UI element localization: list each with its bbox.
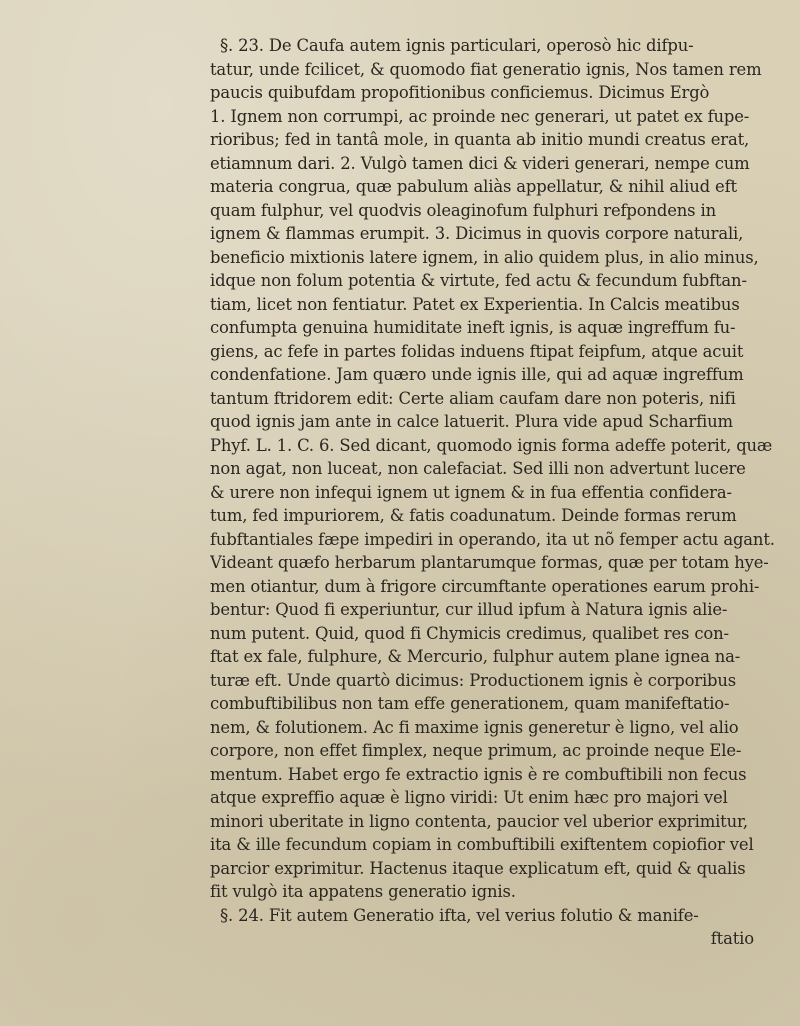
text-line: §. 24. Fit autem Generatio ifta, vel verius folutio & manife- bbox=[220, 905, 699, 925]
text-line: atque expreffio aquæ è ligno viridi: Ut enim hæc pro majori vel bbox=[210, 788, 728, 807]
text-line: beneficio mixtionis latere ignem, in alio quidem plus, in alio minus, bbox=[210, 247, 759, 267]
text-line: mentum. Habet ergo fe extractio ignis è re combuftibili non fecus bbox=[210, 764, 747, 784]
catchword: ftatio bbox=[710, 929, 754, 948]
text-line: rioribus; fed in tantâ mole, in quanta ab initio mundi creatus erat, bbox=[210, 130, 750, 149]
text-page bbox=[210, 34, 782, 951]
text-line: ignem & flammas erumpit. 3. Dicimus in quovis corpore naturali, bbox=[210, 224, 744, 243]
text-line: corpore, non effet fimplex, neque primum, ac proinde neque Ele- bbox=[210, 741, 742, 760]
text-line: tum, fed impuriorem, & fatis coadunatum. Deinde formas rerum bbox=[210, 506, 737, 525]
text-line: materia congrua, quæ pabulum aliàs appellatur, & nihil aliud eft bbox=[210, 177, 737, 196]
text-line: & urere non infequi ignem ut ignem & in fua effentia confidera- bbox=[210, 482, 732, 502]
text-line: bentur: Quod fi experiuntur, cur illud ipfum à Natura ignis alie- bbox=[210, 600, 728, 619]
text-line: paucis quibufdam propofitionibus conficiemus. Dicimus Ergò bbox=[210, 83, 710, 102]
text-line: fubftantiales fæpe impediri in operando, ita ut nõ femper actu agant. bbox=[210, 529, 775, 549]
text-line: parcior exprimitur. Hactenus itaque explicatum eft, quid & qualis bbox=[210, 858, 746, 878]
text-line: ftat ex fale, fulphure, & Mercurio, fulphur autem plane ignea na- bbox=[210, 647, 741, 666]
text-line: giens, ac fefe in partes folidas induens ftipat feipfum, atque acuit bbox=[210, 341, 744, 361]
text-line: quam fulphur, vel quodvis oleaginofum fulphuri refpondens in bbox=[210, 200, 716, 220]
text-line: Videant quæfo herbarum plantarumque formas, quæ per totam hye- bbox=[210, 553, 769, 572]
text-line: combuftibilibus non tam effe generationem, quam manifeftatio- bbox=[210, 694, 730, 713]
text-line: quod ignis jam ante in calce latuerit. Plura vide apud Scharfium bbox=[210, 412, 733, 431]
text-line: tatur, unde fcilicet, & quomodo fiat generatio ignis, Nos tamen rem bbox=[210, 59, 762, 79]
text-line: fit vulgò ita appatens generatio ignis. bbox=[210, 882, 516, 901]
text-line: 1. Ignem non corrumpi, ac proinde nec generari, ut patet ex fupe- bbox=[210, 106, 750, 126]
text-line: ita & ille fecundum copiam in combuftibili exiftentem copiofior vel bbox=[210, 835, 754, 854]
text-line: tiam, licet non fentiatur. Patet ex Experientia. In Calcis meatibus bbox=[210, 294, 740, 314]
text-line: confumpta genuina humiditate ineft ignis, is aquæ ingreffum fu- bbox=[210, 318, 736, 337]
text-line: tantum ftridorem edit: Certe aliam caufam dare non poteris, nifi bbox=[210, 388, 736, 408]
text-line: §. 23. De Caufa autem ignis particulari, operosò hic difpu- bbox=[220, 36, 694, 55]
text-line: non agat, non luceat, non calefaciat. Sed illi non advertunt lucere bbox=[210, 459, 746, 478]
text-line: minori uberitate in ligno contenta, paucior vel uberior exprimitur, bbox=[210, 811, 748, 831]
text-line: nem, & folutionem. Ac fi maxime ignis generetur è ligno, vel alio bbox=[210, 717, 739, 737]
text-line: condenfatione. Jam quæro unde ignis ille, qui ad aquæ ingreffum bbox=[210, 365, 744, 384]
text-line: etiamnum dari. 2. Vulgò tamen dici & videri generari, nempe cum bbox=[210, 153, 750, 173]
text-line: men otiantur, dum à frigore circumftante operationes earum prohi- bbox=[210, 576, 760, 596]
text-line: Phyf. L. 1. C. 6. Sed dicant, quomodo ignis forma adeffe poterit, quæ bbox=[210, 435, 773, 455]
text-line: num putent. Quid, quod fi Chymicis credimus, qualibet res con- bbox=[210, 623, 729, 643]
text-line: idque non folum potentia & virtute, fed actu & fecundum fubftan- bbox=[210, 271, 747, 290]
text-line: turæ eft. Unde quartò dicimus: Productionem ignis è corporibus bbox=[210, 670, 737, 690]
